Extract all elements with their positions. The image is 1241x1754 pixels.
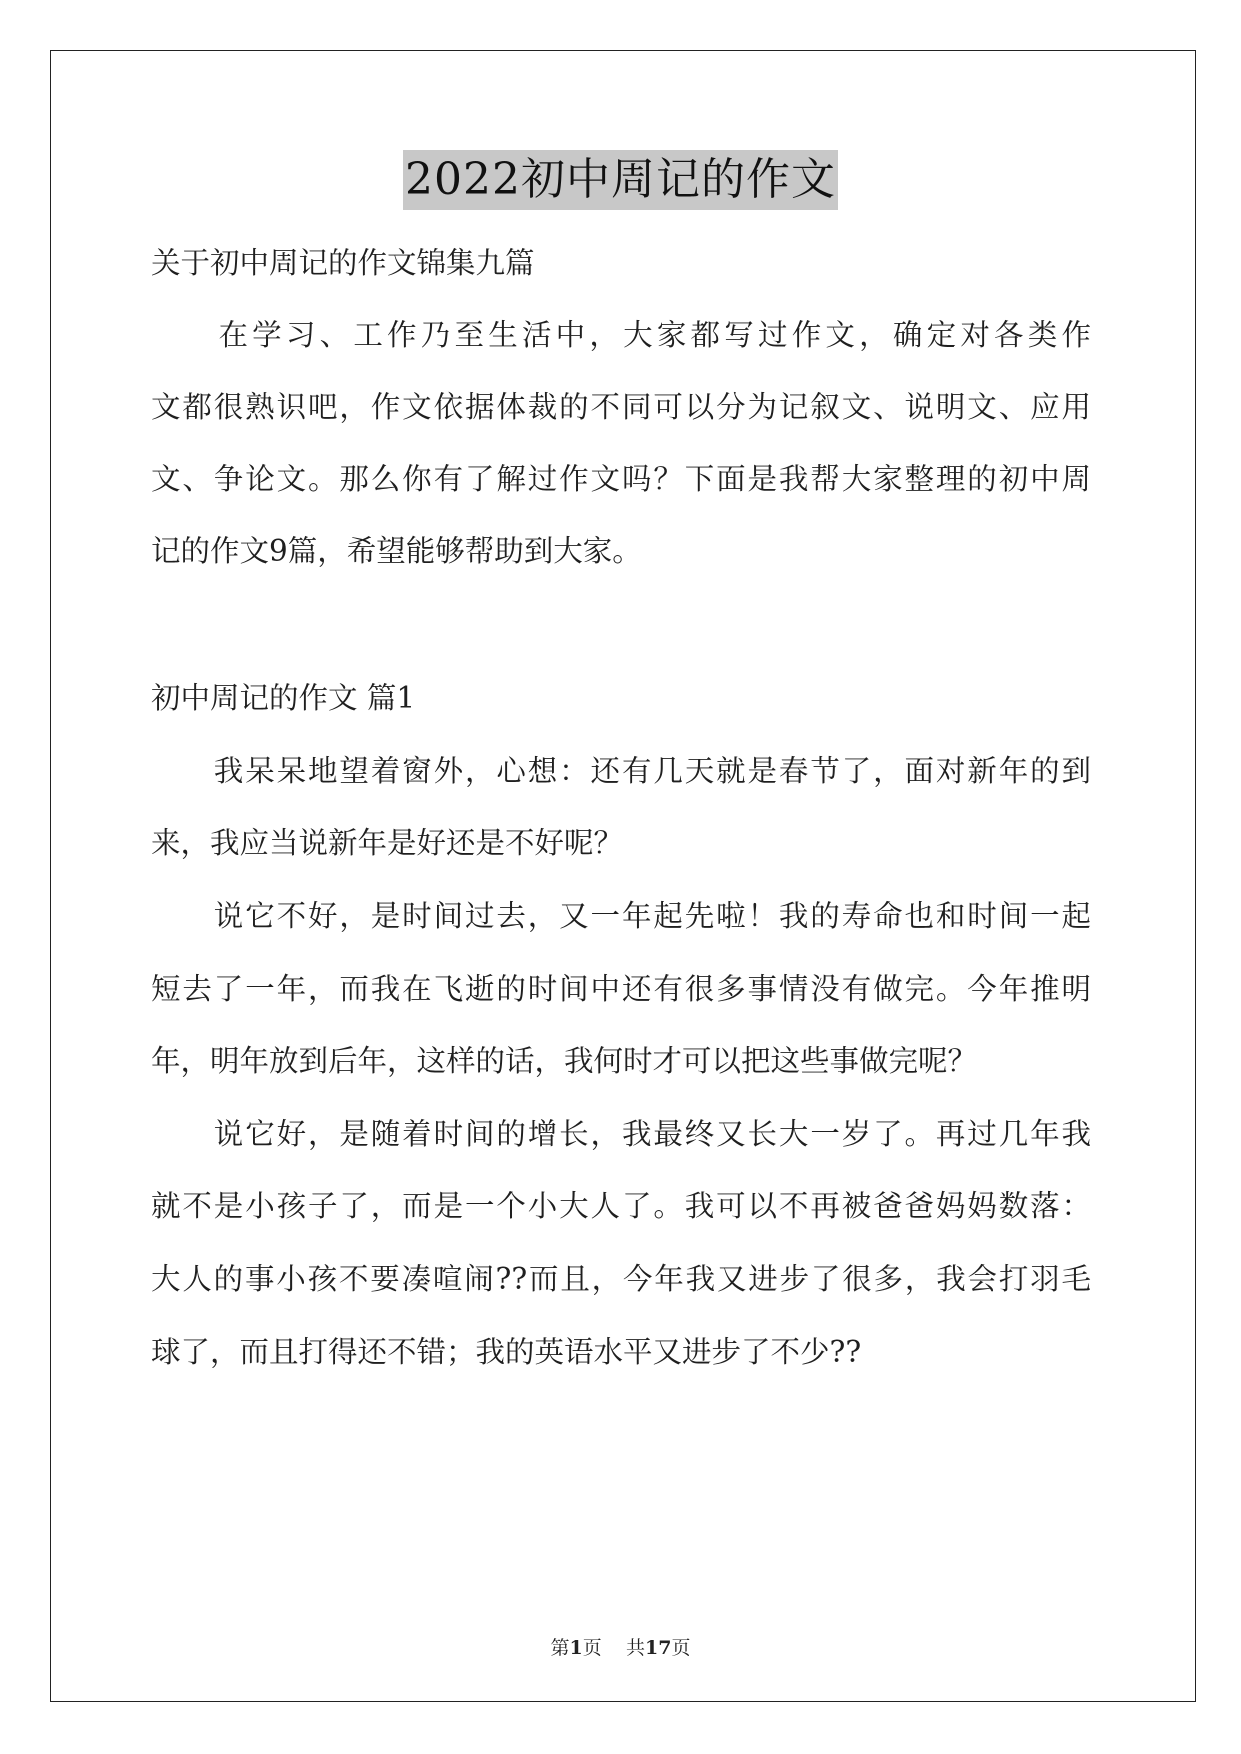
page-number: 1: [569, 1637, 583, 1659]
page-suffix: 页: [582, 1637, 602, 1659]
body-line: 说它不好，是时间过去，又一年起先啦！我的寿命也和时间一起: [151, 899, 1091, 933]
intro-line: 在学习、工作乃至生活中，大家都写过作文，确定对各类作: [151, 318, 1091, 352]
intro-line: 文、争论文。那么你有了解过作文吗？下面是我帮大家整理的初中周: [151, 462, 1091, 496]
document-title: 2022初中周记的作文: [403, 150, 838, 210]
total-pages: 17: [644, 1637, 672, 1659]
body-line: 大人的事小孩不要凑喧闹??而且，今年我又进步了很多，我会打羽毛: [151, 1262, 1091, 1296]
body-line: 短去了一年，而我在飞逝的时间中还有很多事情没有做完。今年推明: [151, 972, 1091, 1006]
body-line: 说它好，是随着时间的增长，我最终又长大一岁了。再过几年我: [151, 1117, 1091, 1151]
intro-line: 记的作文9篇，希望能够帮助到大家。: [151, 534, 642, 568]
page-footer: [0, 1633, 1241, 1660]
total-prefix: 共: [625, 1637, 645, 1659]
intro-line: 文都很熟识吧，作文依据体裁的不同可以分为记叙文、说明文、应用: [151, 390, 1091, 424]
body-line: 来，我应当说新年是好还是不好呢？: [151, 826, 624, 860]
document-subtitle: 关于初中周记的作文锦集九篇: [151, 246, 535, 280]
page-prefix: 第: [550, 1637, 570, 1659]
body-line: 我呆呆地望着窗外，心想：还有几天就是春节了，面对新年的到: [151, 754, 1091, 788]
total-suffix: 页: [671, 1637, 691, 1659]
title-container: [0, 150, 1241, 210]
body-line: 就不是小孩子了，而是一个小大人了。我可以不再被爸爸妈妈数落：: [151, 1189, 1091, 1223]
page-border: [50, 50, 1196, 1702]
section-heading: 初中周记的作文 篇1: [151, 681, 416, 715]
body-line: 球了，而且打得还不错；我的英语水平又进步了不少??: [151, 1335, 862, 1369]
body-line: 年，明年放到后年，这样的话，我何时才可以把这些事做完呢？: [151, 1044, 978, 1078]
